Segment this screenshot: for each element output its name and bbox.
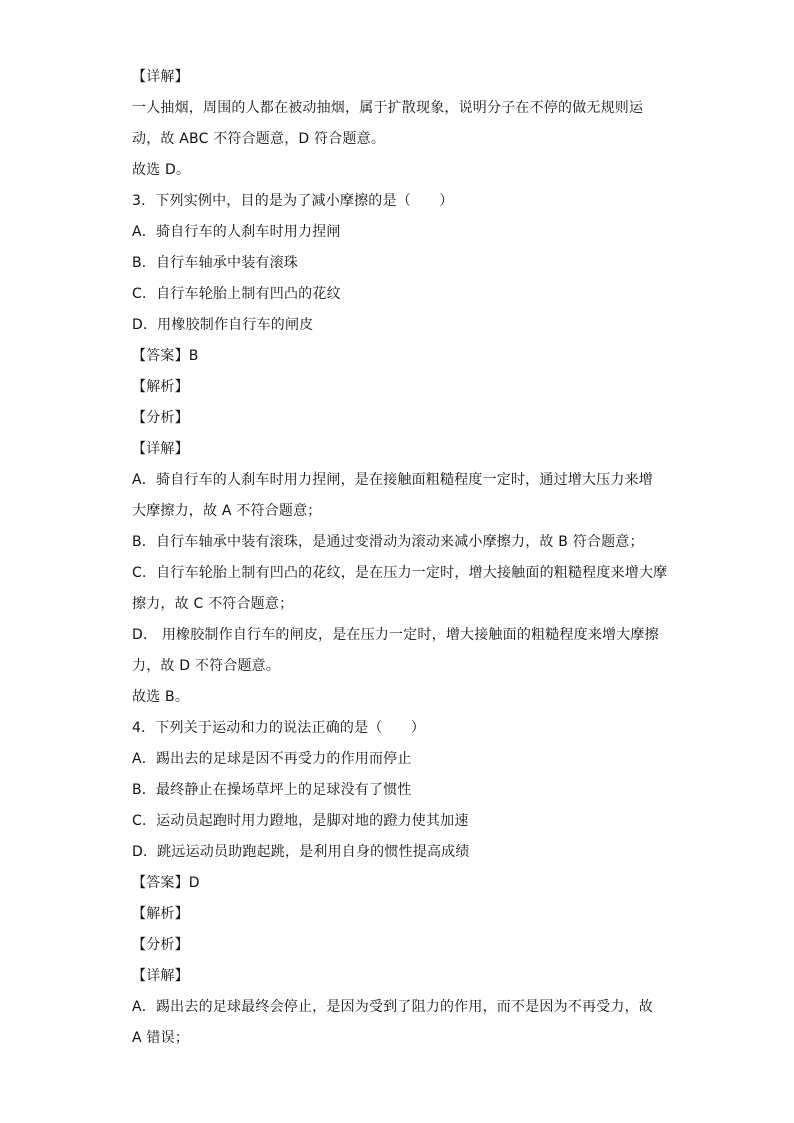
explanation-line: 力，故 D 不符合题意。 [132,658,281,674]
question-3-stem: 3．下列实例中，目的是为了减小摩擦的是（ ） [132,193,454,209]
question-3-option-c: C．自行车轮胎上制有凹凸的花纹 [132,286,341,302]
section-heading-analysis: 【解析】 [132,379,189,395]
section-heading-analysis: 【解析】 [132,906,189,922]
explanation-line: D． 用橡胶制作自行车的闸皮，是在压力一定时，增大接触面的粗糙程度来增大摩擦 [132,627,659,643]
section-heading-detail: 【详解】 [132,69,189,85]
paragraph-line: 动，故 ABC 不符合题意，D 符合题意。 [132,131,386,147]
explanation-line: A．骑自行车的人刹车时用力捏闸，是在接触面粗糙程度一定时，通过增大压力来增 [132,472,653,488]
section-heading-breakdown: 【分析】 [132,410,189,426]
question-4-option-c: C．运动员起跑时用力蹬地，是脚对地的蹬力使其加速 [132,813,469,829]
section-heading-detail: 【详解】 [132,441,189,457]
question-4-option-a: A．踢出去的足球是因不再受力的作用而停止 [132,751,412,767]
question-3-option-d: D．用橡胶制作自行车的闸皮 [132,317,314,333]
explanation-line: C．自行车轮胎上制有凹凸的花纹，是在压力一定时，增大接触面的粗糙程度来增大摩 [132,565,668,581]
section-heading-detail: 【详解】 [132,968,189,984]
paragraph-line: 一人抽烟，周围的人都在被动抽烟，属于扩散现象，说明分子在不停的做无规则运 [132,100,644,116]
question-3-option-a: A．骑自行车的人刹车时用力捏闸 [132,224,341,240]
question-4-option-b: B．最终静止在操场草坪上的足球没有了惯性 [132,782,412,798]
question-4-stem: 4．下列关于运动和力的说法正确的是（ ） [132,720,426,736]
question-4-option-d: D．跳远运动员助跑起跳，是利用自身的惯性提高成绩 [132,844,470,860]
section-heading-breakdown: 【分析】 [132,937,189,953]
question-4-answer: 【答案】D [132,875,200,891]
explanation-line: 大摩擦力，故 A 不符合题意； [132,503,322,519]
conclusion-line: 故选 B。 [132,689,190,705]
document-body [132,62,668,1054]
conclusion-line: 故选 D。 [132,162,191,178]
explanation-line: A 错误； [132,1030,190,1046]
question-3-answer: 【答案】B [132,348,199,364]
explanation-line: 擦力，故 C 不符合题意； [132,596,294,612]
question-3-option-b: B．自行车轴承中装有滚珠 [132,255,299,271]
explanation-line: A．踢出去的足球最终会停止，是因为受到了阻力的作用，而不是因为不再受力，故 [132,999,653,1015]
explanation-line: B．自行车轴承中装有滚珠，是通过变滑动为滚动来减小摩擦力，故 B 符合题意； [132,534,644,550]
